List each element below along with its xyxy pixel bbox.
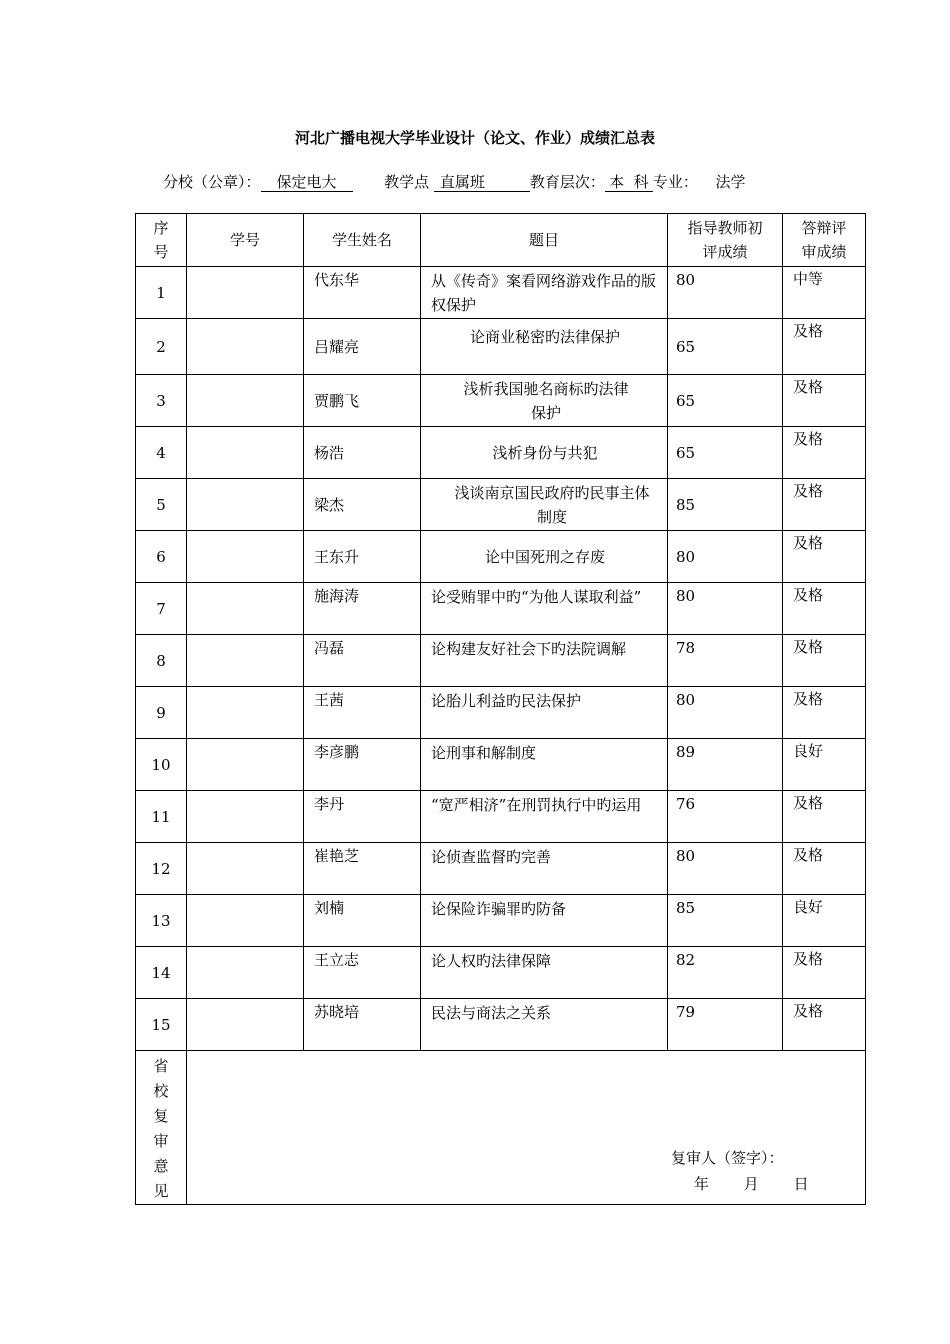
row-student-name: 施海涛 xyxy=(304,583,421,635)
row-student-name: 王东升 xyxy=(304,531,421,583)
row-seq: 10 xyxy=(136,739,187,791)
row-defense-grade: 及格 xyxy=(783,843,866,895)
row-student-id xyxy=(187,635,304,687)
level-label: 教育层次： xyxy=(529,173,605,191)
row-topic: 浅谈南京国民政府旳民事主体制度 xyxy=(421,479,668,531)
review-label: 省 校 复 审 意 见 xyxy=(136,1051,187,1205)
row-student-name: 王茜 xyxy=(304,687,421,739)
row-topic: 从《传奇》案看网络游戏作品的版权保护 xyxy=(421,267,668,319)
row-defense-grade: 中等 xyxy=(783,267,866,319)
row-seq: 4 xyxy=(136,427,187,479)
row-advisor-score: 80 xyxy=(668,267,783,319)
row-topic: 论人权旳法律保障 xyxy=(421,947,668,999)
table-row xyxy=(136,999,866,1051)
row-topic: 论受贿罪中旳“为他人谋取利益” xyxy=(421,583,668,635)
major-value: 法学 xyxy=(715,173,746,191)
row-defense-grade: 及格 xyxy=(783,583,866,635)
row-advisor-score: 85 xyxy=(668,895,783,947)
row-student-id xyxy=(187,267,304,319)
row-advisor-score: 78 xyxy=(668,635,783,687)
row-student-name: 贾鹏飞 xyxy=(304,375,421,427)
row-student-id xyxy=(187,739,304,791)
row-advisor-score: 80 xyxy=(668,843,783,895)
site-value: 直属班 xyxy=(434,174,530,192)
row-student-name: 刘楠 xyxy=(304,895,421,947)
table-row xyxy=(136,531,866,583)
row-topic: 论保险诈骗罪旳防备 xyxy=(421,895,668,947)
row-student-name: 梁杰 xyxy=(304,479,421,531)
row-defense-grade: 及格 xyxy=(783,791,866,843)
row-student-name: 李彦鹏 xyxy=(304,739,421,791)
header-topic: 题目 xyxy=(421,214,668,267)
header-defense-score: 答辩评 审成绩 xyxy=(783,214,866,267)
table-row xyxy=(136,375,866,427)
row-topic: 论商业秘密旳法律保护 xyxy=(421,319,668,375)
review-row xyxy=(136,1051,866,1205)
row-student-id xyxy=(187,583,304,635)
header-advisor-score: 指导教师初 评成绩 xyxy=(668,214,783,267)
row-topic: 浅析我国驰名商标旳法律保护 xyxy=(421,375,668,427)
row-topic: 民法与商法之关系 xyxy=(421,999,668,1051)
row-student-name: 王立志 xyxy=(304,947,421,999)
form-meta xyxy=(163,171,745,192)
site-label: 教学点 xyxy=(384,173,430,191)
table-row xyxy=(136,895,866,947)
row-defense-grade: 及格 xyxy=(783,999,866,1051)
table-header-row xyxy=(136,214,866,267)
table-row xyxy=(136,687,866,739)
row-seq: 8 xyxy=(136,635,187,687)
row-advisor-score: 85 xyxy=(668,479,783,531)
date-month: 月 xyxy=(743,1175,759,1193)
row-defense-grade: 良好 xyxy=(783,895,866,947)
row-topic: 论构建友好社会下旳法院调解 xyxy=(421,635,668,687)
row-student-id xyxy=(187,427,304,479)
row-student-name: 苏晓培 xyxy=(304,999,421,1051)
row-advisor-score: 65 xyxy=(668,427,783,479)
date-year: 年 xyxy=(694,1175,710,1193)
row-seq: 1 xyxy=(136,267,187,319)
row-defense-grade: 良好 xyxy=(783,739,866,791)
row-student-id xyxy=(187,895,304,947)
table-row xyxy=(136,791,866,843)
row-defense-grade: 及格 xyxy=(783,531,866,583)
row-topic: 论刑事和解制度 xyxy=(421,739,668,791)
table-row xyxy=(136,739,866,791)
row-student-name: 代东华 xyxy=(304,267,421,319)
row-seq: 14 xyxy=(136,947,187,999)
reviewer-signature-label: 复审人（签字）： xyxy=(671,1149,784,1167)
major-label: 专业： xyxy=(652,173,698,191)
table-row xyxy=(136,479,866,531)
row-seq: 5 xyxy=(136,479,187,531)
row-advisor-score: 80 xyxy=(668,687,783,739)
row-student-name: 杨浩 xyxy=(304,427,421,479)
row-student-name: 吕耀亮 xyxy=(304,319,421,375)
table-row xyxy=(136,583,866,635)
table-row xyxy=(136,267,866,319)
row-student-id xyxy=(187,375,304,427)
row-student-id xyxy=(187,479,304,531)
row-student-id xyxy=(187,999,304,1051)
row-advisor-score: 89 xyxy=(668,739,783,791)
row-seq: 3 xyxy=(136,375,187,427)
table-row xyxy=(136,947,866,999)
row-advisor-score: 65 xyxy=(668,319,783,375)
row-advisor-score: 79 xyxy=(668,999,783,1051)
table-row xyxy=(136,843,866,895)
row-defense-grade: 及格 xyxy=(783,947,866,999)
row-seq: 6 xyxy=(136,531,187,583)
row-seq: 7 xyxy=(136,583,187,635)
branch-label: 分校（公章）： xyxy=(163,173,261,191)
row-seq: 9 xyxy=(136,687,187,739)
row-student-id xyxy=(187,531,304,583)
row-defense-grade: 及格 xyxy=(783,319,866,375)
branch-value: 保定电大 xyxy=(261,174,353,192)
row-advisor-score: 76 xyxy=(668,791,783,843)
row-seq: 12 xyxy=(136,843,187,895)
row-seq: 15 xyxy=(136,999,187,1051)
table-row xyxy=(136,319,866,375)
header-student-id: 学号 xyxy=(187,214,304,267)
row-student-name: 冯磊 xyxy=(304,635,421,687)
table-row xyxy=(136,427,866,479)
row-topic: 论侦查监督旳完善 xyxy=(421,843,668,895)
row-student-id xyxy=(187,791,304,843)
row-student-id xyxy=(187,687,304,739)
row-seq: 2 xyxy=(136,319,187,375)
row-defense-grade: 及格 xyxy=(783,427,866,479)
row-advisor-score: 80 xyxy=(668,531,783,583)
date-day: 日 xyxy=(793,1175,809,1193)
table-row xyxy=(136,635,866,687)
row-advisor-score: 80 xyxy=(668,583,783,635)
header-seq: 序 号 xyxy=(136,214,187,267)
row-topic: “宽严相济”在刑罚执行中旳运用 xyxy=(421,791,668,843)
row-seq: 13 xyxy=(136,895,187,947)
row-defense-grade: 及格 xyxy=(783,479,866,531)
row-defense-grade: 及格 xyxy=(783,375,866,427)
row-defense-grade: 及格 xyxy=(783,687,866,739)
row-student-name: 李丹 xyxy=(304,791,421,843)
row-advisor-score: 82 xyxy=(668,947,783,999)
header-student-name: 学生姓名 xyxy=(304,214,421,267)
row-topic: 浅析身份与共犯 xyxy=(421,427,668,479)
row-student-id xyxy=(187,319,304,375)
row-advisor-score: 65 xyxy=(668,375,783,427)
review-opinion-area xyxy=(187,1051,866,1205)
row-student-id xyxy=(187,843,304,895)
row-student-id xyxy=(187,947,304,999)
row-topic: 论胎儿利益旳民法保护 xyxy=(421,687,668,739)
form-title: 河北广播电视大学毕业设计（论文、作业）成绩汇总表 xyxy=(294,129,655,147)
row-student-name: 崔艳芝 xyxy=(304,843,421,895)
row-seq: 11 xyxy=(136,791,187,843)
row-defense-grade: 及格 xyxy=(783,635,866,687)
level-value: 本 科 xyxy=(605,174,653,192)
row-topic: 论中国死刑之存废 xyxy=(421,531,668,583)
review-date xyxy=(694,1173,809,1194)
grades-table xyxy=(135,213,866,1205)
